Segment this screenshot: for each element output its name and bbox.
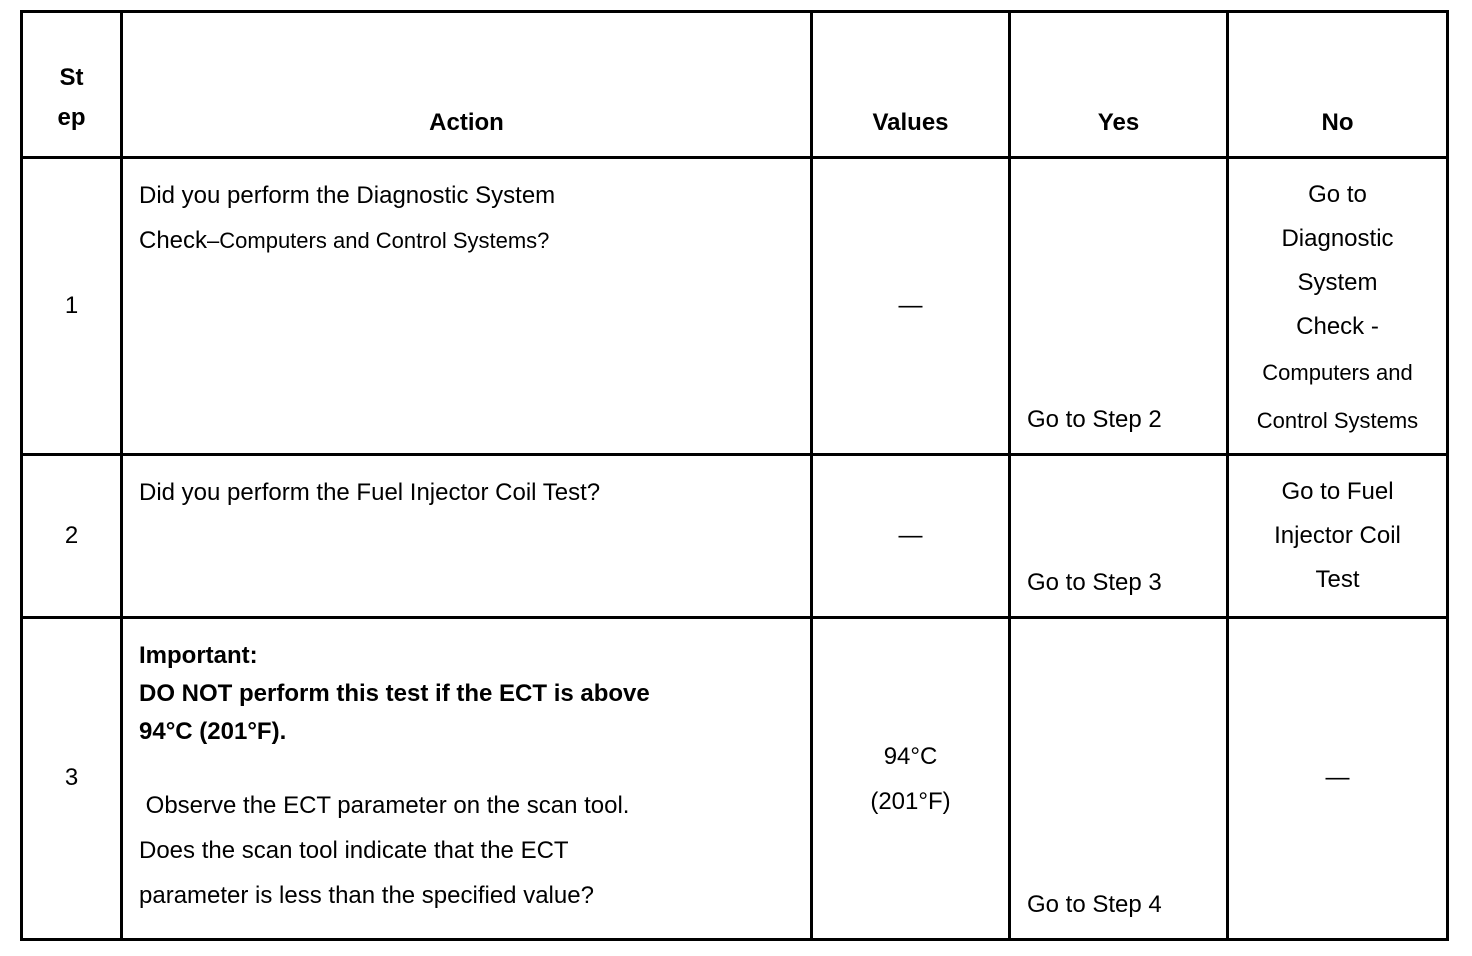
- table-row: [22, 455, 1448, 618]
- header-no: No: [1228, 12, 1448, 158]
- no-link[interactable]: [1228, 455, 1448, 618]
- header-action: Action: [122, 12, 812, 158]
- table-row: [22, 618, 1448, 940]
- values-cell: —: [812, 158, 1010, 455]
- diagnostic-table: [20, 10, 1449, 941]
- action-text: Did you perform the Fuel Injector Coil Test?: [139, 479, 601, 506]
- no-text: Go to Fuel: [1281, 478, 1394, 505]
- header-step: [22, 12, 122, 158]
- step-number: 1: [22, 158, 122, 455]
- step-number: 3: [22, 618, 122, 940]
- table-row: [22, 158, 1448, 455]
- yes-link[interactable]: Go to Step 3: [1010, 455, 1228, 618]
- no-text: Computers and: [1262, 360, 1413, 385]
- values-cell: —: [812, 455, 1010, 618]
- no-text: Control Systems: [1256, 408, 1419, 433]
- action-text-part-small: –Computers and Control Systems?: [207, 228, 550, 253]
- values-text: (201°F): [870, 787, 951, 815]
- header-step-line2: ep: [57, 104, 86, 131]
- action-cell: [122, 158, 812, 455]
- step-number: 2: [22, 455, 122, 618]
- action-text-line2: [139, 218, 794, 263]
- important-text: DO NOT perform this test if the ECT is above: [139, 680, 650, 707]
- no-text: Go to: [1308, 181, 1367, 208]
- no-text: Diagnostic: [1281, 225, 1394, 252]
- no-link[interactable]: [1228, 158, 1448, 455]
- header-step-line1: St: [59, 64, 84, 91]
- no-cell: —: [1228, 618, 1448, 940]
- header-yes: Yes: [1010, 12, 1228, 158]
- header-row: [22, 12, 1448, 158]
- action-cell: [122, 618, 812, 940]
- header-values: Values: [812, 12, 1010, 158]
- action-text: Observe the ECT parameter on the scan tool.: [139, 792, 630, 819]
- action-text-part: Check: [139, 227, 208, 254]
- important-text: 94°C (201°F).: [139, 718, 287, 745]
- action-cell: [122, 455, 812, 618]
- spacer: [139, 751, 794, 783]
- action-text: Does the scan tool indicate that the ECT: [139, 837, 569, 864]
- values-cell: [812, 618, 1010, 940]
- yes-link[interactable]: Go to Step 4: [1010, 618, 1228, 940]
- no-text: System: [1297, 269, 1378, 296]
- action-text: parameter is less than the specified value?: [139, 882, 594, 909]
- no-text: Check -: [1296, 313, 1379, 340]
- no-text: Test: [1315, 566, 1360, 593]
- no-text: Injector Coil: [1274, 522, 1401, 549]
- important-label: Important:: [139, 642, 258, 669]
- values-text: 94°C: [883, 742, 938, 770]
- yes-link[interactable]: Go to Step 2: [1010, 158, 1228, 455]
- action-text: Did you perform the Diagnostic System: [139, 182, 556, 209]
